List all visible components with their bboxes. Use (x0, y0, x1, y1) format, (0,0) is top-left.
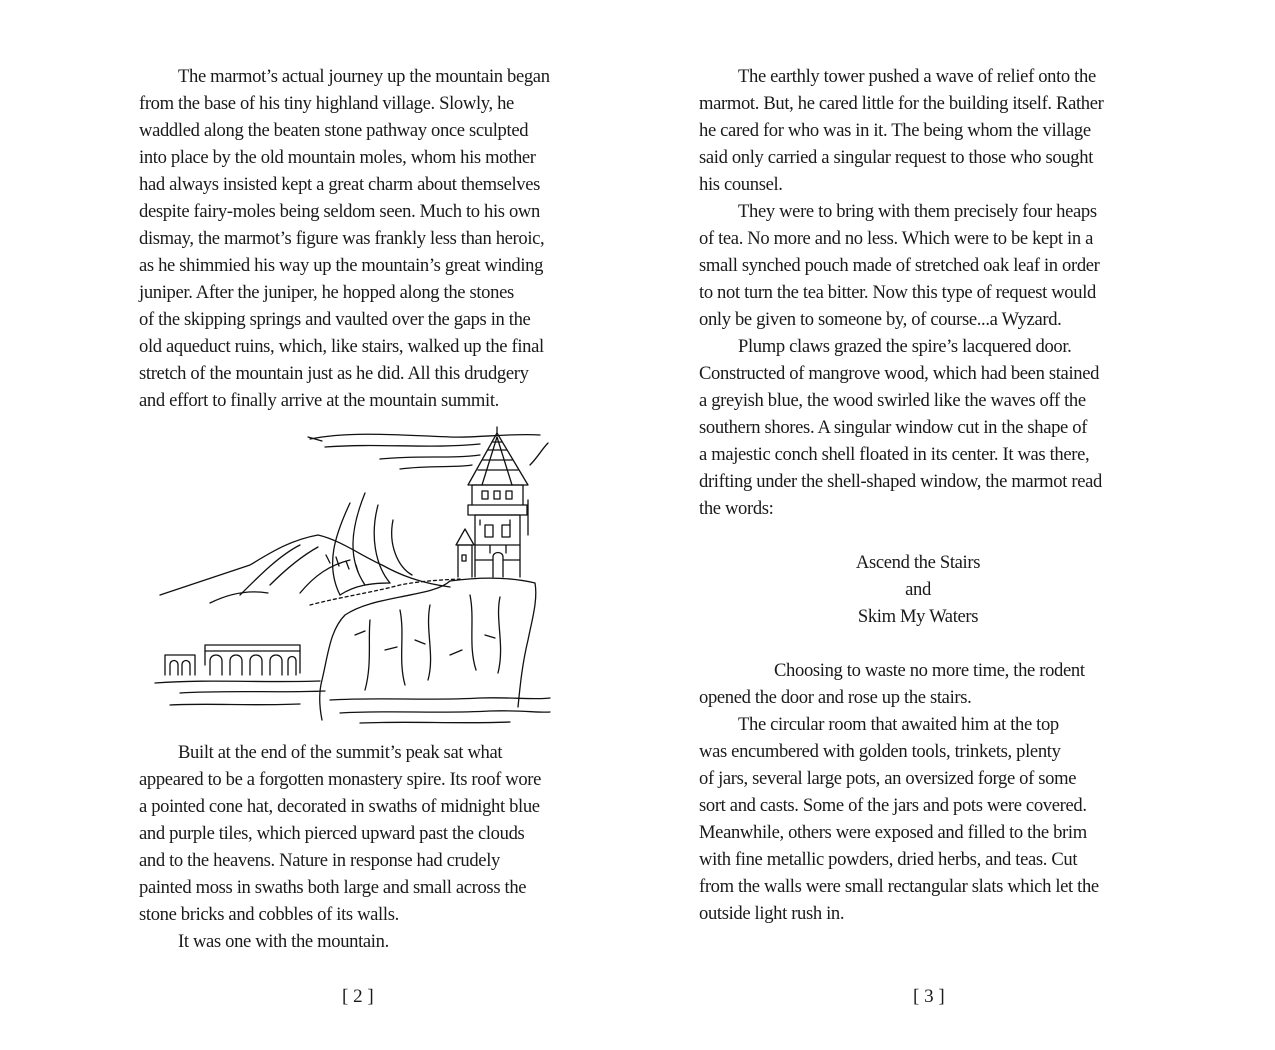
text-line: a greyish blue, the wood swirled like the waves off the (699, 390, 1086, 411)
cliff-outline (450, 578, 536, 707)
text-line: It was one with the mountain. (178, 931, 389, 952)
text-line: painted moss in swaths both large and small across the (139, 877, 527, 898)
text-line: despite fairy-moles being seldom seen. Much to his own (139, 201, 540, 222)
text-line: the words: (699, 498, 774, 519)
water-line (155, 681, 320, 683)
inscription-line: and (905, 579, 931, 600)
spacer (699, 630, 1149, 657)
text-line: drifting under the shell-shaped window, the marmot read (699, 471, 1102, 492)
side-turret (456, 529, 474, 545)
text-line: was encumbered with golden tools, trinkets, plenty (699, 741, 1061, 762)
text-line: southern shores. A singular window cut in the shape of (699, 417, 1088, 438)
text-line: a pointed cone hat, decorated in swaths of midnight blue (139, 796, 540, 817)
water-line (360, 722, 510, 723)
text-line: said only carried a singular request to those who sought (699, 147, 1094, 168)
side-turret (462, 555, 466, 561)
mountain-ridge (210, 592, 268, 603)
text-line: waddled along the beaten stone pathway once sculpted (139, 120, 529, 141)
text-line: and to the heavens. Nature in response had crudely (139, 850, 500, 871)
cloud-stroke (380, 455, 480, 459)
text-line: sort and casts. Some of the jars and pots were covered. (699, 795, 1087, 816)
mountain-outline (160, 535, 450, 595)
text-line: stretch of the mountain just as he did. All this drudgery (139, 363, 529, 384)
tower-cliff-illustration (150, 425, 555, 730)
text-line: Constructed of mangrove wood, which had been stained (699, 363, 1100, 384)
text-line: from the base of his tiny highland village. Slowly, he (139, 93, 514, 114)
mountain-ridge (270, 547, 350, 593)
text-line: his counsel. (699, 174, 783, 195)
text-line: They were to bring with them precisely four heaps (738, 201, 1097, 222)
tower-door (493, 553, 503, 578)
right-page (637, 0, 1275, 1050)
page-number: [ 2 ] (342, 986, 374, 1007)
cloud-stroke (310, 434, 540, 439)
text-line: old aqueduct ruins, which, like stairs, walked up the final (139, 336, 544, 357)
tower-bricks (475, 520, 520, 560)
text-line: as he shimmied his way up the mountain’s great winding (139, 255, 544, 276)
tower-body (475, 515, 520, 577)
aqueduct-arch (230, 655, 242, 675)
aqueduct (205, 645, 300, 673)
page-number: [ 3 ] (913, 986, 945, 1007)
tower-body (472, 485, 523, 505)
cloud-stroke (325, 444, 480, 447)
text-line: to not turn the tea bitter. Now this type of request would (699, 282, 1096, 303)
text-line: of jars, several large pots, an oversized forge of some (699, 768, 1077, 789)
aqueduct-arch (270, 655, 282, 675)
aqueduct-left (165, 655, 195, 675)
text-line: dismay, the marmot’s figure was frankly less than heroic, (139, 228, 545, 249)
tower-body (468, 505, 527, 515)
aqueduct-arch (210, 655, 222, 675)
left-paragraph-journey (139, 63, 589, 414)
inscription-line: Skim My Waters (857, 606, 979, 627)
text-line: The circular room that awaited him at the top (738, 714, 1059, 735)
wind-stroke (333, 503, 350, 595)
text-line: of the skipping springs and vaulted over the gaps in the (139, 309, 531, 330)
text-line: Built at the end of the summit’s peak sat what (178, 742, 503, 763)
text-line: of tea. No more and no less. Which were to be kept in a (699, 228, 1093, 249)
text-line: The marmot’s actual journey up the mountain began (178, 66, 550, 87)
aqueduct-arch (288, 657, 296, 676)
water-line (340, 711, 550, 713)
cliff-crack (365, 595, 501, 690)
tower-smoke (530, 443, 548, 465)
cloud-stroke (400, 465, 472, 469)
text-line: stone bricks and cobbles of its walls. (139, 904, 399, 925)
text-line: he cared for who was in it. The being whom the village (699, 120, 1091, 141)
text-line: Plump claws grazed the spire’s lacquered door. (738, 336, 1072, 357)
mountain-ridge (326, 555, 358, 572)
water-line (180, 691, 325, 693)
aqueduct-arch (250, 655, 262, 675)
water-line (330, 698, 550, 700)
tower-window (482, 491, 512, 499)
water-line (170, 704, 300, 705)
text-line: into place by the old mountain moles, whom his mother (139, 147, 536, 168)
text-line: small synched pouch made of stretched oak leaf in order (699, 255, 1100, 276)
text-line: marmot. But, he cared little for the building itself. Rather (699, 93, 1104, 114)
text-line: juniper. After the juniper, he hopped along the stones (139, 282, 514, 303)
tower-window (485, 525, 510, 537)
text-line: had always insisted kept a great charm about themselves (139, 174, 541, 195)
text-line: outside light rush in. (699, 903, 845, 924)
cliff-crack (355, 631, 495, 655)
text-line: and effort to finally arrive at the mountain summit. (139, 390, 499, 411)
wind-stroke (353, 493, 365, 585)
wind-stroke (392, 520, 412, 575)
text-line: a majestic conch shell floated in its center. It was there, (699, 444, 1090, 465)
text-line: from the walls were small rectangular slats which let the (699, 876, 1099, 897)
wind-stroke (374, 505, 390, 583)
left-paragraph-spire (139, 739, 589, 955)
spacer (699, 522, 1149, 549)
text-line: only be given to someone by, of course...a Wyzard. (699, 309, 1062, 330)
text-line: Choosing to waste no more time, the rodent (774, 660, 1085, 681)
text-line: The earthly tower pushed a wave of relief onto the (738, 66, 1096, 87)
inscription-line: Ascend the Stairs (855, 552, 981, 573)
text-line: Meanwhile, others were exposed and filled to the brim (699, 822, 1087, 843)
left-page (0, 0, 637, 1050)
text-line: with fine metallic powders, dried herbs, and teas. Cut (699, 849, 1078, 870)
right-text-column (699, 63, 1149, 927)
text-line: and purple tiles, which pierced upward past the clouds (139, 823, 525, 844)
tower-roof-tiles (482, 437, 512, 485)
text-line: appeared to be a forgotten monastery spire. Its roof wore (139, 769, 542, 790)
text-line: opened the door and rose up the stairs. (699, 687, 972, 708)
